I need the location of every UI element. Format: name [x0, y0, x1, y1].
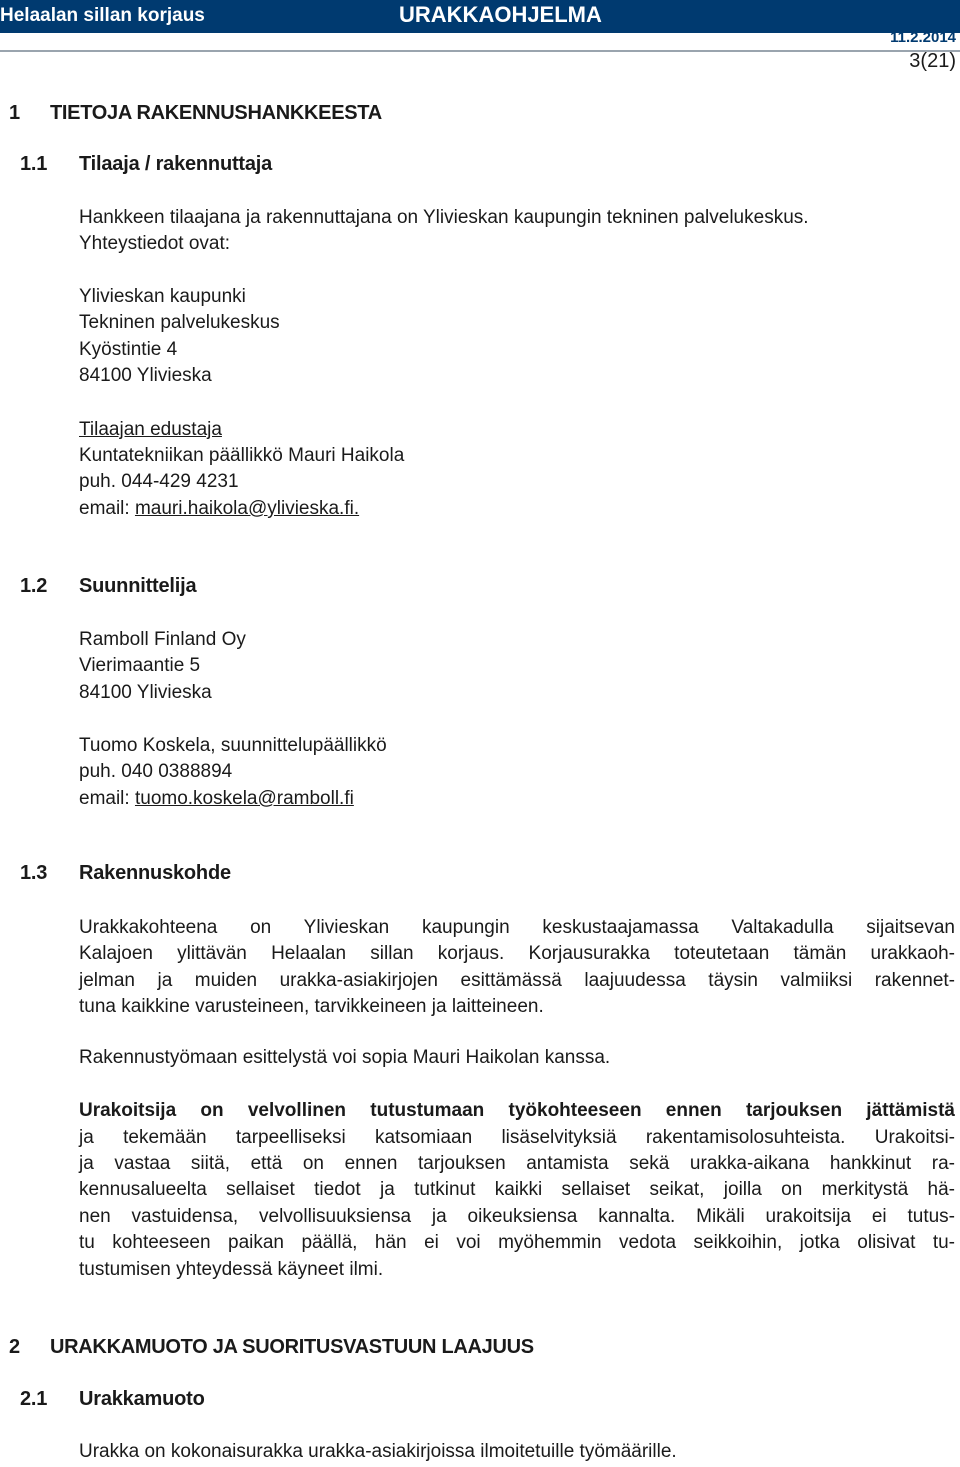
address-line: Vierimaantie 5: [79, 655, 201, 676]
paragraph-line: jelman ja muiden urakka-asiakirjojen esittämässä laajuudessa täysin valmiiksi rakennet-: [79, 970, 955, 991]
paragraph-line: Rakennustyömaan esittelystä voi sopia Mauri Haikolan kanssa.: [79, 1047, 611, 1068]
address-line: Kyöstintie 4: [79, 339, 178, 360]
page-number: 3(21): [909, 50, 956, 72]
contact-line: Tuomo Koskela, suunnittelupäällikkö: [79, 735, 387, 756]
project-name: Helaalan sillan korjaus: [0, 5, 205, 26]
paragraph-line-bold: Urakoitsija on velvollinen tutustumaan työkohteeseen ennen tarjouksen jättämistä: [79, 1100, 955, 1121]
body-line: Hankkeen tilaajana ja rakennuttajana on Ylivieskan kaupungin tekninen palvelukeskus.: [79, 207, 809, 228]
paragraph-line: tu kohteeseen paikan päällä, hän ei voi myöhemmin vedota seikkoihin, jotka olisivat tu-: [79, 1232, 955, 1253]
contact-email: email: tuomo.koskela@ramboll.fi: [79, 788, 354, 809]
paragraph-line: Kalajoen ylittävän Helaalan sillan korjaus. Korjausurakka toteutetaan tämän urakkaoh-: [79, 943, 955, 964]
paragraph-line: Urakka on kokonaisurakka urakka-asiakirjoissa ilmoitetuille työmäärille.: [79, 1441, 677, 1462]
email-link[interactable]: tuomo.koskela@ramboll.fi: [134, 788, 354, 809]
paragraph-line: ja vastaa siitä, että on ennen tarjouksen antamista sekä urakka-aikana hankkinut ra-: [79, 1153, 955, 1174]
email-link[interactable]: mauri.haikola@ylivieska.fi.: [134, 498, 360, 519]
contact-phone: puh. 044-429 4231: [79, 471, 239, 492]
paragraph-line: ja tekemään tarpeelliseksi katsomiaan lisäselvityksiä rakentamisolosuhteista. Urakoitsi-: [79, 1127, 955, 1148]
paragraph-line: kennusalueelta sellaiset tiedot ja tutkinut kaikki sellaiset seikat, joilla on merkitystä hä-: [79, 1179, 955, 1200]
body-line: Yhteystiedot ovat:: [79, 233, 231, 254]
section-2-heading: 2 URAKKAMUOTO JA SUORITUSVASTUUN LAAJUUS: [9, 1336, 534, 1358]
paragraph-line: tustumisen yhteydessä käyneet ilmi.: [79, 1259, 384, 1280]
address-line: Tekninen palvelukeskus: [79, 312, 280, 333]
address-line: 84100 Ylivieska: [79, 682, 212, 703]
paragraph-line: Urakkakohteena on Ylivieskan kaupungin keskustaajamassa Valtakadulla sijaitsevan: [79, 917, 955, 938]
header-divider: [0, 50, 960, 52]
paragraph-line: tuna kaikkine varusteineen, tarvikkeineen ja laitteineen.: [79, 996, 544, 1017]
contact-line: Kuntatekniikan päällikkö Mauri Haikola: [79, 445, 405, 466]
address-line: 84100 Ylivieska: [79, 365, 212, 386]
contact-email: email: mauri.haikola@ylivieska.fi.: [79, 498, 360, 519]
section-2-1-heading: 2.1 Urakkamuoto: [20, 1388, 205, 1410]
document-title: URAKKAOHJELMA: [399, 2, 602, 27]
section-1-3-heading: 1.3 Rakennuskohde: [20, 862, 231, 884]
address-line: Ylivieskan kaupunki: [79, 286, 246, 307]
contact-phone: puh. 040 0388894: [79, 761, 233, 782]
section-1-heading: 1 TIETOJA RAKENNUSHANKKEESTA: [9, 102, 382, 124]
section-1-2-heading: 1.2 Suunnittelija: [20, 575, 197, 597]
address-line: Ramboll Finland Oy: [79, 629, 246, 650]
paragraph-line: nen vastuidensa, velvollisuuksiensa ja oikeuksiensa kannalta. Mikäli urakoitsija ei tutus-: [79, 1206, 955, 1227]
page-header: [0, 0, 960, 56]
section-1-1-heading: 1.1 Tilaaja / rakennuttaja: [20, 153, 273, 175]
client-representative-label: Tilaajan edustaja: [79, 419, 222, 440]
document-date: 11.2.2014: [890, 29, 956, 46]
